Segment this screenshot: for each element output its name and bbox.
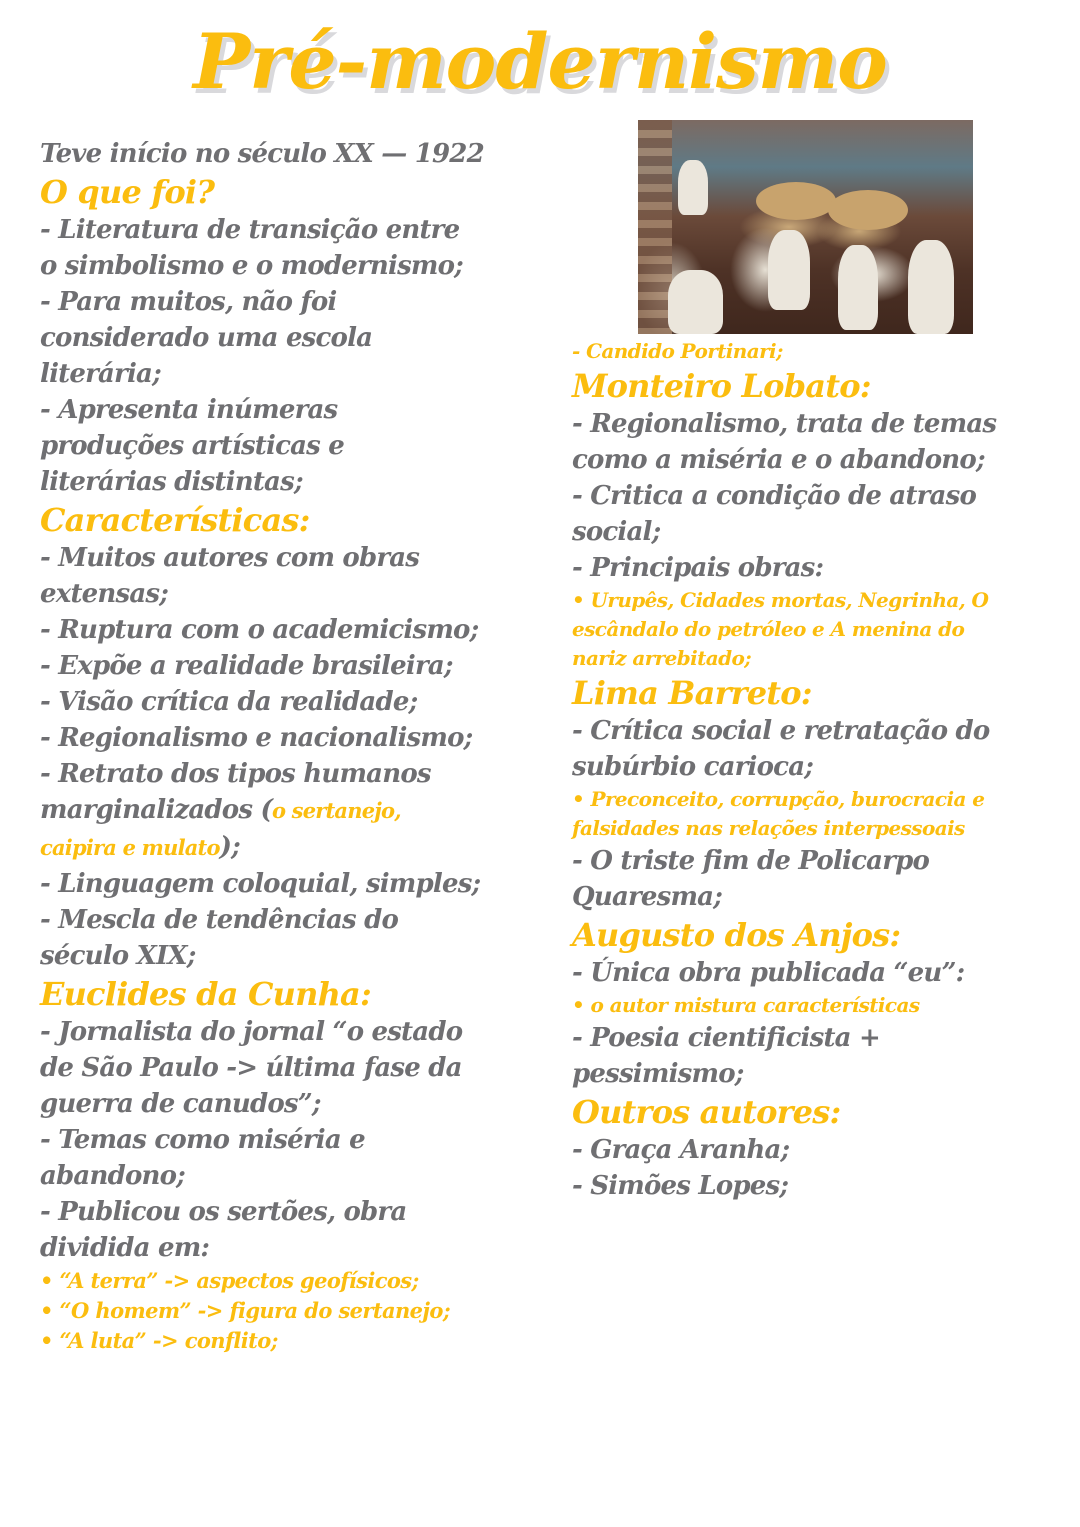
bullet-item: • Urupês, Cidades mortas, Negrinha, O bbox=[572, 588, 989, 612]
text-fragment: marginalizados ( bbox=[40, 795, 272, 825]
text-line: - Única obra publicada “eu”: bbox=[572, 958, 965, 988]
section-outros-autores bbox=[572, 1092, 1042, 1204]
right-column bbox=[572, 337, 1042, 1204]
painting-detail bbox=[838, 245, 878, 330]
text-line: - Expõe a realidade brasileira; bbox=[40, 651, 453, 681]
text-line: - Critica a condição de atraso bbox=[572, 481, 976, 511]
section-heading: O que foi? bbox=[40, 173, 215, 211]
text-line: - Publicou os sertões, obra bbox=[40, 1197, 407, 1227]
text-line: como a miséria e o abandono; bbox=[572, 445, 985, 475]
text-line: social; bbox=[572, 517, 661, 547]
text-line: - Para muitos, não foi bbox=[40, 287, 337, 317]
text-line: - Visão crítica da realidade; bbox=[40, 687, 418, 717]
portinari-painting-image bbox=[638, 120, 973, 334]
text-line: - Principais obras: bbox=[572, 553, 824, 583]
painting-detail bbox=[638, 120, 672, 334]
bullet-item: • “A terra” -> aspectos geofísicos; bbox=[40, 1268, 419, 1293]
highlight-text: o sertanejo, bbox=[271, 798, 401, 823]
section-monteiro-lobato bbox=[572, 366, 1042, 673]
text-line: - Retrato dos tipos humanos bbox=[40, 759, 431, 789]
section-augusto-dos-anjos bbox=[572, 915, 1042, 1092]
text-line: considerado uma escola bbox=[40, 323, 373, 353]
bullet-item: nariz arrebitado; bbox=[572, 646, 751, 670]
text-line: - Mescla de tendências do bbox=[40, 905, 399, 935]
text-line: guerra de canudos”; bbox=[40, 1089, 321, 1119]
section-lima-barreto bbox=[572, 673, 1042, 915]
text-line: - Ruptura com o academicismo; bbox=[40, 615, 479, 645]
section-heading: Lima Barreto: bbox=[572, 674, 812, 712]
painting-caption: - Candido Portinari; bbox=[572, 339, 783, 363]
text-line: produções artísticas e bbox=[40, 431, 344, 461]
text-line: o simbolismo e o modernismo; bbox=[40, 251, 463, 281]
text-line: pessimismo; bbox=[572, 1059, 744, 1089]
section-heading: Monteiro Lobato: bbox=[572, 367, 871, 405]
page-title: Pré-modernismo bbox=[193, 17, 887, 106]
painting-detail bbox=[756, 182, 836, 220]
text-line: Quaresma; bbox=[572, 882, 723, 912]
painting-detail bbox=[828, 190, 908, 230]
painting-detail bbox=[908, 240, 954, 334]
text-line: - Temas como miséria e bbox=[40, 1125, 365, 1155]
bullet-item: • o autor mistura características bbox=[572, 993, 920, 1017]
text-line: dividida em: bbox=[40, 1233, 210, 1263]
text-line: extensas; bbox=[40, 579, 169, 609]
text-line: literária; bbox=[40, 359, 161, 389]
text-line: - Regionalismo, trata de temas bbox=[572, 409, 997, 439]
text-line: subúrbio carioca; bbox=[572, 752, 814, 782]
bullet-item: escândalo do petróleo e A menina do bbox=[572, 617, 965, 641]
text-line: - Apresenta inúmeras bbox=[40, 395, 338, 425]
bullet-item: • “A luta” -> conflito; bbox=[40, 1328, 278, 1353]
section-heading: Augusto dos Anjos: bbox=[572, 916, 901, 954]
text-line: - Jornalista do jornal “o estado bbox=[40, 1017, 463, 1047]
section-euclides-da-cunha bbox=[40, 974, 510, 1356]
section-heading: Euclides da Cunha: bbox=[40, 975, 372, 1013]
text-fragment: ); bbox=[219, 832, 240, 862]
left-column bbox=[40, 136, 510, 1356]
section-o-que-foi bbox=[40, 172, 510, 500]
bullet-item: falsidades nas relações interpessoais bbox=[572, 816, 965, 840]
painting-detail bbox=[678, 160, 708, 215]
section-heading: Outros autores: bbox=[572, 1093, 841, 1131]
intro-text: Teve início no século XX — 1922 bbox=[40, 139, 484, 169]
text-line: - Literatura de transição entre bbox=[40, 215, 460, 245]
text-line: - Crítica social e retratação do bbox=[572, 716, 990, 746]
section-caracteristicas bbox=[40, 500, 510, 974]
text-line-mixed bbox=[40, 792, 510, 829]
bullet-item: • Preconceito, corrupção, burocracia e bbox=[572, 787, 985, 811]
highlight-text: caipira e mulato bbox=[40, 835, 220, 860]
text-line-mixed bbox=[40, 829, 510, 866]
painting-detail bbox=[668, 270, 723, 334]
text-line: - Regionalismo e nacionalismo; bbox=[40, 723, 473, 753]
text-line: literárias distintas; bbox=[40, 467, 303, 497]
painting-detail bbox=[768, 230, 810, 310]
text-line: - Graça Aranha; bbox=[572, 1135, 790, 1165]
text-line: - Muitos autores com obras bbox=[40, 543, 420, 573]
text-line: - O triste fim de Policarpo bbox=[572, 846, 930, 876]
section-heading: Características: bbox=[40, 501, 310, 539]
text-line: - Poesia cientificista + bbox=[572, 1023, 880, 1053]
text-line: de São Paulo -> última fase da bbox=[40, 1053, 462, 1083]
text-line: - Linguagem coloquial, simples; bbox=[40, 869, 481, 899]
text-line: abandono; bbox=[40, 1161, 185, 1191]
text-line: - Simões Lopes; bbox=[572, 1171, 789, 1201]
bullet-item: • “O homem” -> figura do sertanejo; bbox=[40, 1298, 450, 1323]
text-line: século XIX; bbox=[40, 941, 196, 971]
